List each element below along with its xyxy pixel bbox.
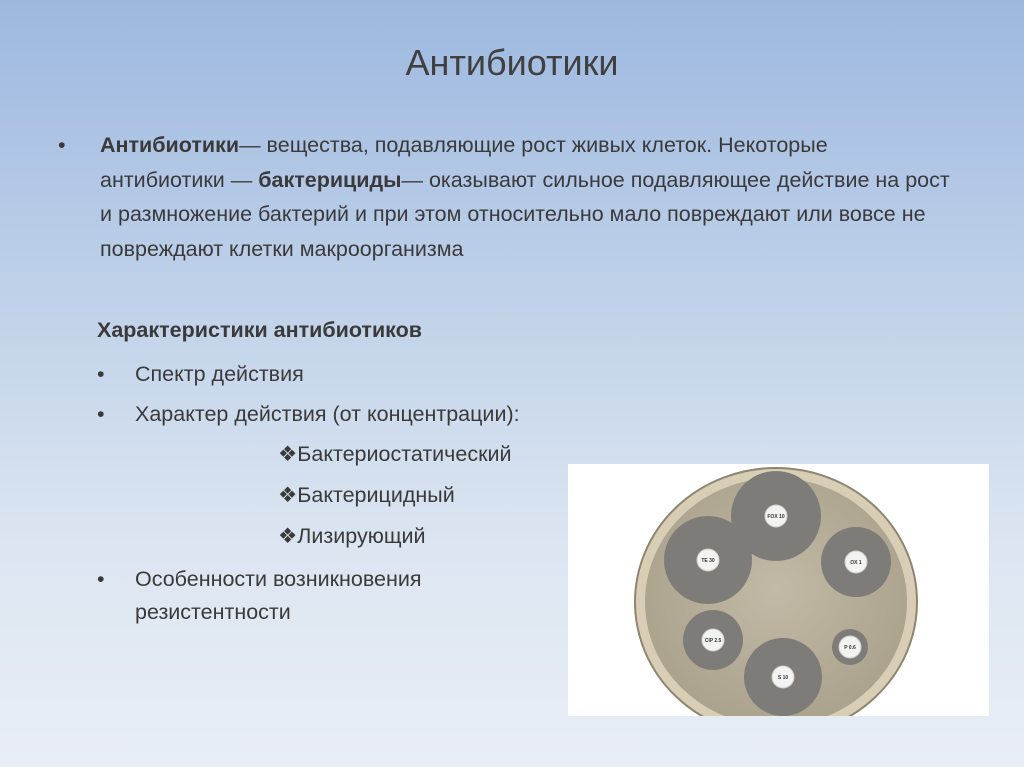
diamond-icon: ❖ <box>278 483 298 507</box>
term-bactericides: бактерициды <box>258 167 402 192</box>
disc-label-cip: CIP 2.5 <box>704 638 722 644</box>
bullet-resistance <box>97 563 517 629</box>
disc-label-ox: OX 1 <box>850 560 862 566</box>
action-type-bactericidal <box>278 483 455 508</box>
intro-text <box>100 128 958 266</box>
disc-label-fox: FOX 10 <box>767 514 785 520</box>
bullet-marker: • <box>97 402 105 426</box>
bullet-marker: • <box>97 567 105 591</box>
action-type-lysing <box>278 524 426 549</box>
term-antibiotics: Антибиотики <box>100 133 240 157</box>
disc-label-s: S 10 <box>777 675 789 681</box>
bullet-spectrum-text: Спектр действия <box>135 362 304 386</box>
action-type-text: Лизирующий <box>297 524 426 548</box>
petri-dish-photo <box>568 464 989 716</box>
action-type-text: Бактериостатический <box>297 442 512 466</box>
characteristics-heading: Характеристики антибиотиков <box>97 318 422 342</box>
intro-bullet <box>58 128 958 266</box>
bullet-resistance-text: Особенности возникновения резистентности <box>135 567 422 624</box>
action-type-bacteriostatic <box>278 442 512 467</box>
bullet-action-character <box>97 398 657 431</box>
intro-description: — оказывают сильное подавляющее действие на рост и размножение бактерий и при этом относительно мало повреждают или вовсе не повреждают клетки макроорганизма <box>100 167 950 261</box>
bullet-marker: • <box>97 362 105 386</box>
action-type-text: Бактерицидный <box>297 483 455 507</box>
diamond-icon: ❖ <box>278 442 298 466</box>
bullet-spectrum <box>97 358 497 391</box>
disc-label-te: TE 30 <box>701 558 715 564</box>
disc-label-p: P 0.6 <box>844 645 856 651</box>
bullet-action-text: Характер действия (от концентрации): <box>135 402 520 426</box>
petri-dish-image <box>568 464 989 716</box>
bullet-marker: • <box>58 133 66 157</box>
diamond-icon: ❖ <box>278 524 298 548</box>
page-title: Антибиотики <box>405 42 619 83</box>
intro-definition: — вещества, подавляющие рост живых клеток. Некоторые антибиотики — <box>100 133 828 192</box>
